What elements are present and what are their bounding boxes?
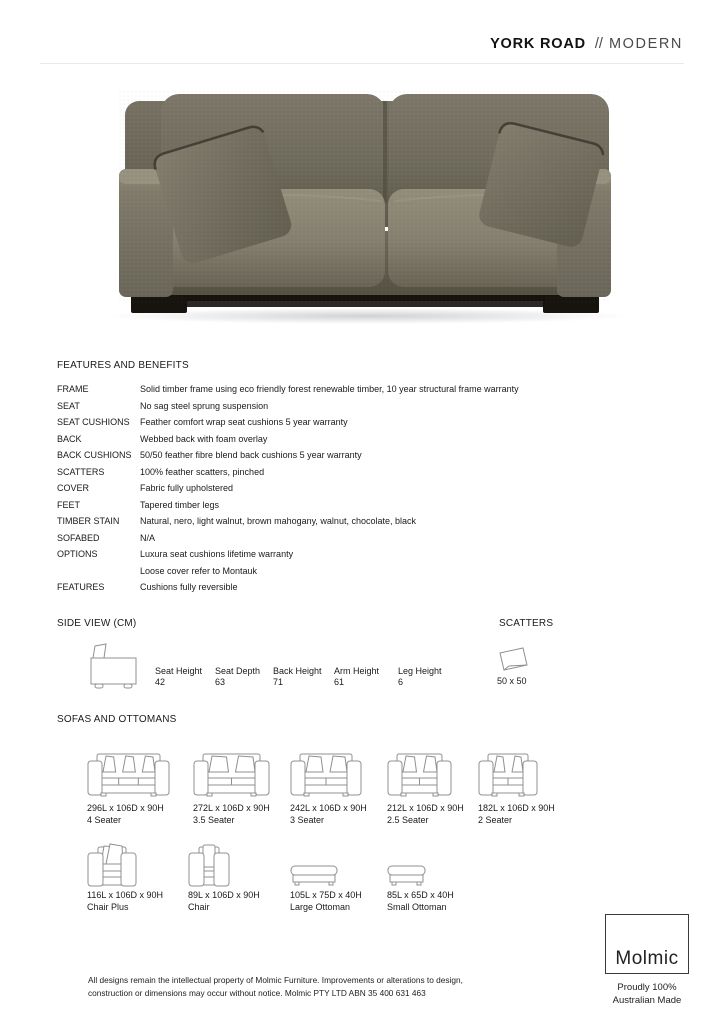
page-title: [490, 35, 683, 53]
measurement: [215, 666, 273, 688]
molmic-logo: [605, 914, 689, 974]
product-chair-plus: [87, 842, 163, 913]
feature-value: Solid timber frame using eco friendly forest renewable timber, 10 year structural frame warranty: [140, 384, 519, 394]
feature-row: [57, 401, 657, 418]
product-4-seater: [87, 748, 170, 826]
chair-plus-drawing: [87, 842, 163, 889]
product-2-5-seater: [387, 748, 464, 826]
product-dimensions: 212L x 106D x 90H: [387, 803, 464, 813]
feature-label: FEET: [57, 499, 81, 510]
measurement-value: 42: [155, 677, 166, 687]
header-divider: [40, 63, 684, 64]
product-name: Chair: [188, 902, 210, 912]
sofa-product-photo: [105, 85, 665, 325]
product-small-ottoman: [387, 842, 454, 913]
feature-row: [57, 549, 657, 566]
sofas-ottomans-section-title: SOFAS AND OTTOMANS: [57, 714, 177, 725]
measurement-label: Leg Height: [398, 666, 442, 676]
measurement-label: Seat Depth: [215, 666, 261, 676]
large-ottoman-drawing: [290, 842, 362, 889]
feature-label: OPTIONS: [57, 549, 98, 559]
product-dimensions: 296L x 106D x 90H: [87, 803, 164, 813]
molmic-logo-text: Molmic: [615, 948, 679, 969]
product-dimensions: 89L x 106D x 90H: [188, 890, 260, 900]
sofa-2-seater-drawing: [478, 748, 555, 802]
side-view-section-title: SIDE VIEW (CM): [57, 618, 137, 629]
sofa-3-5-seater-drawing: [193, 748, 270, 802]
legal-line-2: construction or dimensions may occur without notice. Molmic PTY LTD ABN 35 400 631 463: [88, 987, 426, 998]
product-name: 2 Seater: [478, 815, 513, 825]
product-dimensions: 116L x 106D x 90H: [87, 890, 164, 900]
feature-label: SEAT CUSHIONS: [57, 417, 130, 427]
feature-label: BACK: [57, 433, 82, 444]
legal-disclaimer: [88, 974, 463, 999]
product-3-5-seater: [193, 748, 270, 826]
feature-row: [57, 483, 657, 500]
measurement: [334, 666, 398, 688]
scatter-cushion-icon: [497, 646, 531, 674]
measurement: [273, 666, 334, 688]
measurement-label: Arm Height: [334, 666, 380, 676]
feature-value: Webbed back with foam overlay: [140, 433, 268, 444]
product-name: Small Ottoman: [387, 902, 447, 912]
feature-row: [57, 450, 657, 467]
feature-row: [57, 467, 657, 484]
feature-value: 100% feather scatters, pinched: [140, 466, 265, 477]
measurement-value: 61: [334, 677, 345, 687]
scatters-section-title: SCATTERS: [499, 618, 554, 629]
legal-line-1: All designs remain the intellectual property of Molmic Furniture. Improvements or alterations to design,: [88, 975, 463, 985]
feature-row: [57, 516, 657, 533]
features-section-title: FEATURES AND BENEFITS: [57, 360, 189, 371]
sofa-4-seater-drawing: [87, 748, 170, 802]
product-dimensions: 272L x 106D x 90H: [193, 803, 270, 813]
measurement-label: Seat Height: [155, 666, 203, 676]
side-view-sofa-icon: [88, 643, 140, 691]
sofa-3-seater-drawing: [290, 748, 367, 802]
feature-value: Fabric fully upholstered: [140, 483, 234, 493]
feature-row: [57, 384, 657, 401]
feature-row: [57, 566, 657, 583]
product-chair: [188, 842, 260, 913]
measurement: [398, 666, 458, 688]
brand-tagline: [585, 981, 709, 1007]
product-2-seater: [478, 748, 555, 826]
product-name: 2.5 Seater: [387, 815, 429, 825]
feature-value: Feather comfort wrap seat cushions 5 year warranty: [140, 417, 348, 427]
feature-row: [57, 533, 657, 550]
measurement-label: Back Height: [273, 666, 322, 676]
collection-name: YORK ROAD: [490, 36, 586, 52]
chair-drawing: [188, 842, 260, 889]
measurement-value: 6: [398, 677, 404, 687]
tagline-line-2: Australian Made: [612, 995, 682, 1006]
feature-label: COVER: [57, 483, 90, 493]
tagline-line-1: Proudly 100%: [617, 982, 677, 993]
measurement-value: 63: [215, 677, 226, 687]
product-dimensions: 242L x 106D x 90H: [290, 803, 367, 813]
feature-label: BACK CUSHIONS: [57, 450, 132, 460]
side-view-measurements: [155, 666, 458, 688]
feature-label: SEAT: [57, 400, 80, 411]
feature-value: Tapered timber legs: [140, 499, 220, 510]
small-ottoman-drawing: [387, 842, 454, 889]
product-name: Chair Plus: [87, 902, 129, 912]
sofa-2-5-seater-drawing: [387, 748, 464, 802]
feature-row: [57, 500, 657, 517]
feature-value: Luxura seat cushions lifetime warranty: [140, 549, 294, 559]
feature-label: FEATURES: [57, 582, 105, 592]
feature-value: Natural, nero, light walnut, brown mahogany, walnut, chocolate, black: [140, 516, 416, 526]
feature-value: Loose cover refer to Montauk: [140, 565, 258, 576]
product-name: Large Ottoman: [290, 902, 351, 912]
feature-label: FRAME: [57, 384, 89, 394]
feature-label: SOFABED: [57, 532, 100, 543]
product-large-ottoman: [290, 842, 362, 913]
product-3-seater: [290, 748, 367, 826]
feature-row: [57, 434, 657, 451]
feature-row: [57, 582, 657, 599]
measurement-value: 71: [273, 677, 284, 687]
product-dimensions: 182L x 106D x 90H: [478, 803, 555, 813]
product-name: 3 Seater: [290, 815, 325, 825]
feature-value: 50/50 feather fibre blend back cushions 5 year warranty: [140, 450, 362, 460]
feature-value: No sag steel sprung suspension: [140, 400, 269, 411]
measurement: [155, 666, 215, 688]
feature-row: [57, 417, 657, 434]
product-dimensions: 105L x 75D x 40H: [290, 890, 362, 900]
title-separator: //: [594, 36, 603, 52]
product-name: 3.5 Seater: [193, 815, 235, 825]
feature-value: N/A: [140, 532, 156, 543]
product-name: 4 Seater: [87, 815, 122, 825]
scatter-size-label: 50 x 50: [497, 676, 527, 686]
feature-label: TIMBER STAIN: [57, 516, 120, 526]
feature-label: SCATTERS: [57, 466, 105, 477]
features-table: [57, 384, 657, 599]
product-dimensions: 85L x 65D x 40H: [387, 890, 454, 900]
range-name: MODERN: [608, 36, 683, 52]
feature-value: Cushions fully reversible: [140, 582, 238, 592]
